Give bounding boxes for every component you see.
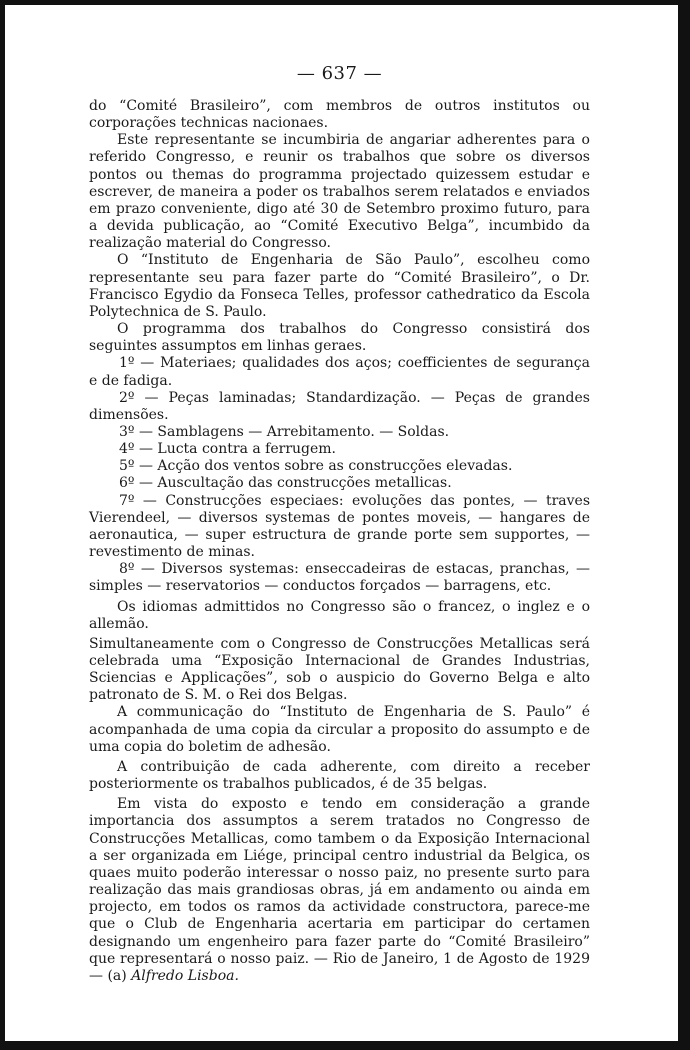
paragraph-programma: O programma dos trabalhos do Congresso consistirá dos seguintes assumptos em linhas geraes. (89, 321, 590, 355)
programme-item-1: 1º — Materiaes; qualidades dos aços; coefficientes de segurança e de fadiga. (89, 355, 590, 389)
paragraph-exposicao: Simultaneamente com o Congresso de Construcções Metallicas será celebrada uma “Exposição Internacional de Grandes Industrias, Sciencias e Applicações”, sob o auspicio do Governo Belga e alto patronato de S. M. o Rei dos Belgas. (89, 635, 590, 704)
paragraph-communicacao: A communicação do “Instituto de Engenharia de S. Paulo” é acompanhada de uma copia da circular a proposito do assumpto e de uma copia do boletim de adhesão. (89, 704, 590, 755)
page-number: — 637 — (296, 63, 383, 84)
programme-item-3: 3º — Samblagens — Arrebitamento. — Soldas. (119, 423, 450, 440)
paragraph-representante: Este representante se incumbiria de angariar adherentes para o referido Congresso, e reunir os trabalhos que sobre os diversos pontos ou themas do programma projectado quizessem estudar e escrever, de maneira a poder os trabalhos serem relatados e enviados em prazo conveniente, digo até 30 de Setembro proximo futuro, para a devida publicação, ao “Comité Executivo Belga”, incumbido da realização material do Congresso. (89, 132, 590, 252)
programme-item-7: 7º — Construcções especiaes: evoluções das pontes, — traves Vierendeel, — diversos systemas de pontes moveis, — hangares de aeronautica, — super estructura de grande porte sem supportes, — revestimento de minas. (89, 492, 590, 561)
programme-item-8: 8º — Diversos systemas: enseccadeiras de estacas, pranchas, — simples — reservatorios — conductos forçados — barragens, etc. (89, 561, 590, 595)
paragraph-conclusao (89, 796, 590, 985)
paragraph-contribuicao: A contribuição de cada adherente, com direito a receber posteriormente os trabalhos publicados, é de 35 belgas. (89, 758, 590, 793)
document-page (89, 64, 590, 985)
paragraph-idiomas: Os idiomas admittidos no Congresso são o francez, o inglez e o allemão. (89, 598, 590, 632)
programme-item-4: 4º — Lucta contra a ferrugem. (119, 441, 337, 458)
paragraph-comite: do “Comité Brasileiro”, com membros de outros institutos ou corporações technicas nacionaes. (89, 98, 590, 132)
programme-item-5: 5º — Acção dos ventos sobre as construcções elevadas. (119, 458, 513, 475)
paragraph-instituto: O “Instituto de Engenharia de São Paulo”, escolheu como representante seu para fazer parte do “Comité Brasileiro”, o Dr. Francisco Egydio da Fonseca Telles, professor cathedratico da Escola Polytechnica de S. Paulo. (89, 252, 590, 320)
signature: Alfredo Lisboa. (131, 967, 239, 984)
conclusao-text: Em vista do exposto e tendo em consideração a grande importancia dos assumptos a serem tratados no Congresso de Construcções Metallicas, como tambem o da Exposição Internacional a ser organizada em Liége, principal centro industrial da Belgica, os quaes muito poderão interessar o nosso paiz, no presente surto para realização das mais grandiosas obras, já em andamento ou ainda em projecto, em todos os ramos da actividade constructora, parece-me que o Club de Engenharia acertaria em participar do certamen designando um engenheiro para fazer parte do “Comité Brasileiro” que representará o nosso paiz. — Rio de Janeiro, 1 de Agosto de 1929 — (a) (89, 796, 590, 984)
programme-item-6: 6º — Auscultação das construcções metallicas. (119, 475, 452, 492)
programme-item-2: 2º — Peças laminadas; Standardização. — Peças de grandes dimensões. (89, 389, 590, 423)
